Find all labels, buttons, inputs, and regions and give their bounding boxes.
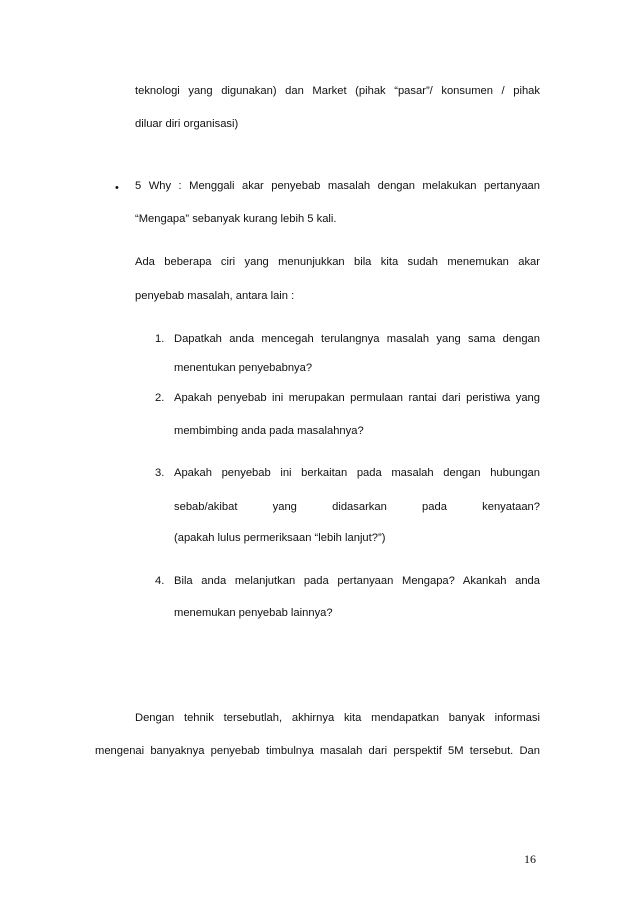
list-item-line: sebab/akibat yang didasarkan pada kenyataan? bbox=[174, 501, 540, 513]
paragraph-line: Dengan tehnik tersebutlah, akhirnya kita mendapatkan banyak informasi bbox=[135, 712, 540, 724]
list-item-line: Apakah penyebab ini berkaitan pada masalah dengan hubungan bbox=[174, 467, 540, 479]
paragraph-line: mengenai banyaknya penyebab timbulnya masalah dari perspektif 5M tersebut. Dan bbox=[95, 745, 540, 757]
page-number: 16 bbox=[524, 852, 536, 866]
bullet-icon: • bbox=[115, 182, 119, 194]
list-item-line: membimbing anda pada masalahnya? bbox=[174, 425, 364, 437]
list-item-line: menentukan penyebabnya? bbox=[174, 362, 313, 374]
list-item-line: Dapatkah anda mencegah terulangnya masalah yang sama dengan bbox=[174, 333, 540, 345]
bullet-item-line: 5 Why : Menggali akar penyebab masalah dengan melakukan pertanyaan bbox=[135, 180, 540, 192]
paragraph-line: diluar diri organisasi) bbox=[135, 118, 239, 130]
list-number: 1. bbox=[155, 333, 165, 345]
list-item-line: (apakah lulus permeriksaan “lebih lanjut?”) bbox=[174, 532, 386, 544]
paragraph-line: teknologi yang digunakan) dan Market (pihak “pasar”/ konsumen / pihak bbox=[135, 85, 540, 97]
paragraph-line: penyebab masalah, antara lain : bbox=[135, 290, 295, 302]
bullet-item-line: “Mengapa” sebanyak kurang lebih 5 kali. bbox=[135, 213, 337, 225]
list-number: 4. bbox=[155, 575, 165, 587]
list-item-line: Bila anda melanjutkan pada pertanyaan Mengapa? Akankah anda bbox=[174, 575, 540, 587]
list-number: 2. bbox=[155, 392, 165, 404]
list-number: 3. bbox=[155, 467, 165, 479]
list-item-line: menemukan penyebab lainnya? bbox=[174, 607, 333, 619]
paragraph-line: Ada beberapa ciri yang menunjukkan bila kita sudah menemukan akar bbox=[135, 256, 540, 268]
list-item-line: Apakah penyebab ini merupakan permulaan rantai dari peristiwa yang bbox=[174, 392, 540, 404]
